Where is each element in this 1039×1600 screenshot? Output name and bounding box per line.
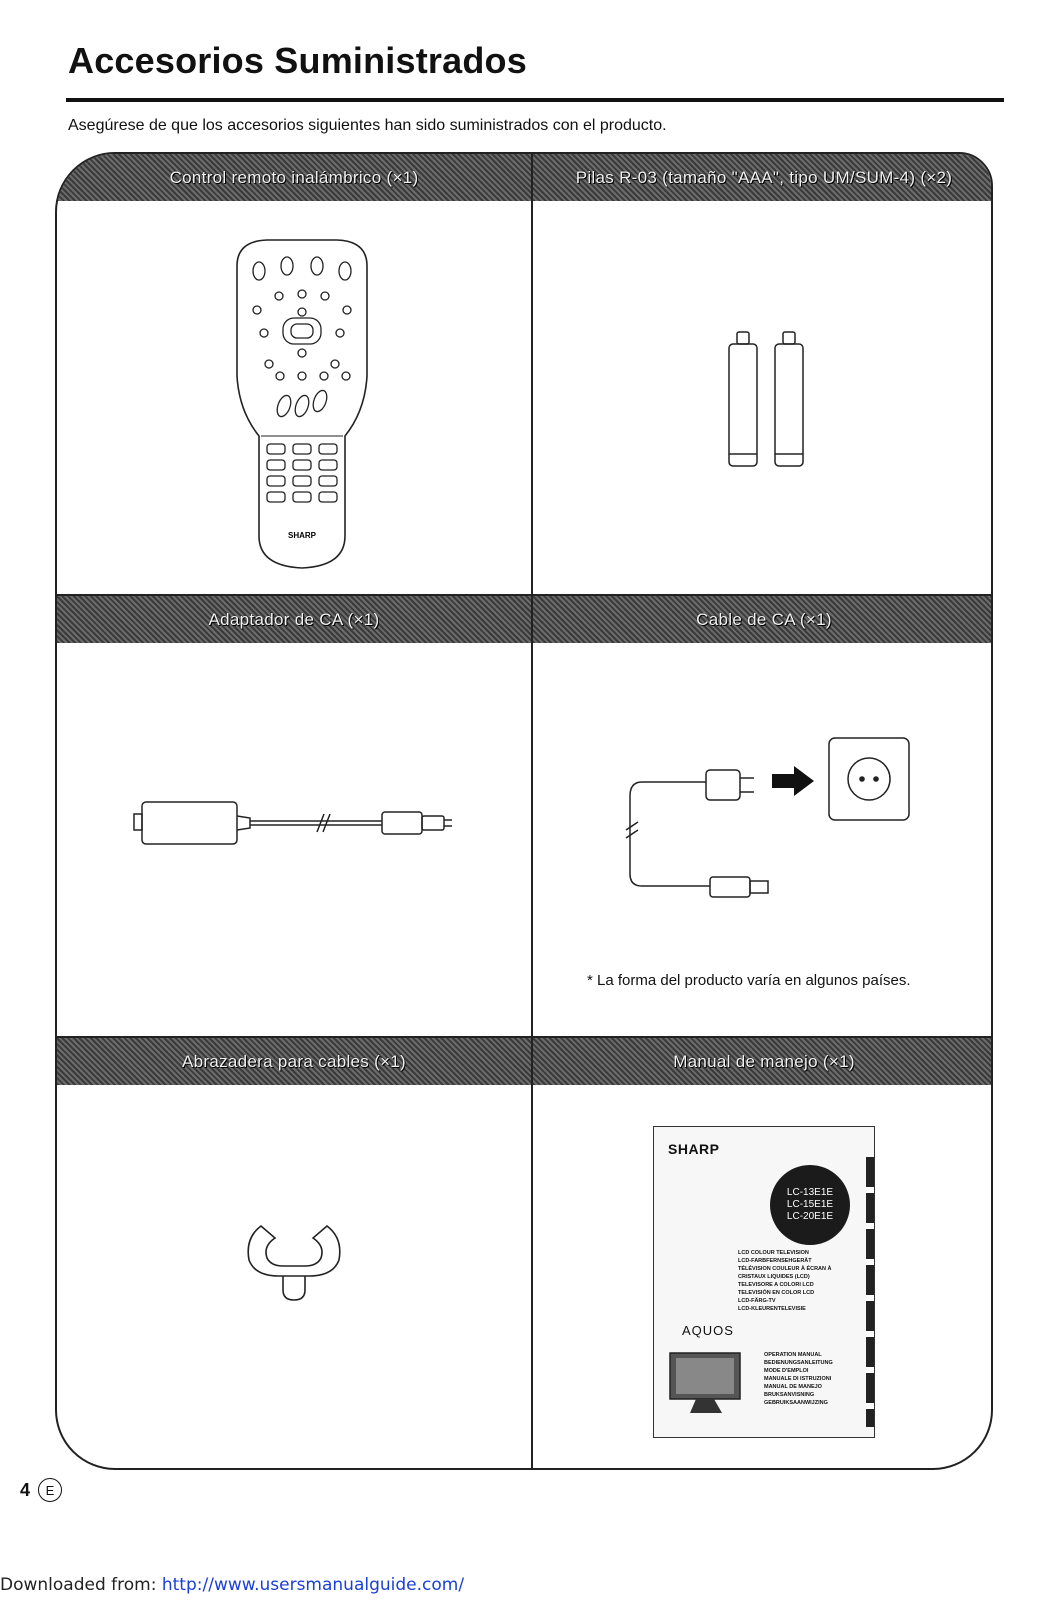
header-clamp — [57, 1038, 531, 1085]
header-batteries-label: Pilas R-03 (tamaño "AAA", tipo UM/SUM-4) (×2) — [575, 167, 953, 187]
header-batteries — [533, 154, 993, 201]
page-number — [20, 1478, 62, 1502]
manual-line: MANUALE DI ISTRUZIONI — [764, 1376, 832, 1382]
manual-line: BEDIENUNGSANLEITUNG — [764, 1360, 833, 1366]
aquos-logo: AQUOS — [682, 1323, 734, 1338]
page-title: Accesorios Suministrados — [68, 40, 527, 81]
product-line: TELEVISORE A COLORI LCD — [738, 1282, 814, 1288]
title-rule — [66, 98, 1004, 102]
header-remote-label: Control remoto inalámbrico (×1) — [169, 167, 419, 187]
page-marker: E — [38, 1478, 62, 1502]
remote-brand: SHARP — [287, 531, 317, 540]
manual-line: MODE D'EMPLOI — [764, 1368, 809, 1374]
cable-clamp-illustration — [239, 1216, 349, 1306]
product-line: LCD-KLEURENTELEVISIE — [738, 1306, 806, 1312]
cable-note: * La forma del producto varía en algunos países. — [587, 972, 911, 989]
footer-link[interactable]: http://www.usersmanualguide.com/ — [161, 1575, 465, 1595]
header-manual-label: Manual de manejo (×1) — [673, 1051, 855, 1071]
page-number-value: 4 — [20, 1479, 31, 1500]
model-1: LC-13E1E — [786, 1187, 834, 1198]
header-adapter — [57, 596, 531, 643]
intro-text: Asegúrese de que los accesorios siguientes han sido suministrados con el producto. — [68, 117, 667, 134]
model-2: LC-15E1E — [786, 1199, 834, 1210]
manual-line: MANUAL DE MANEJO — [764, 1384, 822, 1390]
remote-control-illustration — [227, 236, 377, 576]
batteries-illustration — [717, 326, 817, 471]
tv-icon — [666, 1349, 752, 1419]
header-cable-label: Cable de CA (×1) — [696, 609, 832, 629]
accessories-table — [55, 152, 993, 1470]
footer — [0, 1575, 464, 1595]
footer-prefix: Downloaded from: — [0, 1575, 162, 1595]
product-line: LCD COLOUR TELEVISION — [738, 1250, 809, 1256]
product-lines — [738, 1249, 858, 1313]
model-3: LC-20E1E — [786, 1211, 834, 1222]
product-line: LCD-FARBFERNSEHGERÄT — [738, 1258, 812, 1264]
header-clamp-label: Abrazadera para cables (×1) — [181, 1051, 407, 1071]
manual-brand: SHARP — [668, 1141, 720, 1157]
header-cable — [533, 596, 993, 643]
language-tabs — [866, 1157, 874, 1427]
ac-adapter-illustration — [132, 794, 462, 854]
ac-cable-illustration — [622, 734, 922, 899]
manual-line: GEBRUIKSAANWIJZING — [764, 1400, 828, 1406]
column-divider — [531, 154, 533, 1468]
product-line: TELEVISIÓN EN COLOR LCD — [738, 1290, 815, 1296]
header-manual — [533, 1038, 993, 1085]
model-badge — [770, 1165, 850, 1245]
manual-lines — [764, 1351, 860, 1407]
header-adapter-label: Adaptador de CA (×1) — [208, 609, 380, 629]
product-line: TÉLÉVISION COULEUR À ÉCRAN À CRISTAUX LIQUIDES (LCD) — [738, 1266, 832, 1280]
manual-line: OPERATION MANUAL — [764, 1352, 822, 1358]
manual-line: BRUKSANVISNING — [764, 1392, 815, 1398]
manual-cover-illustration — [653, 1126, 875, 1438]
product-line: LCD-FÄRG-TV — [738, 1298, 776, 1304]
header-remote — [57, 154, 531, 201]
